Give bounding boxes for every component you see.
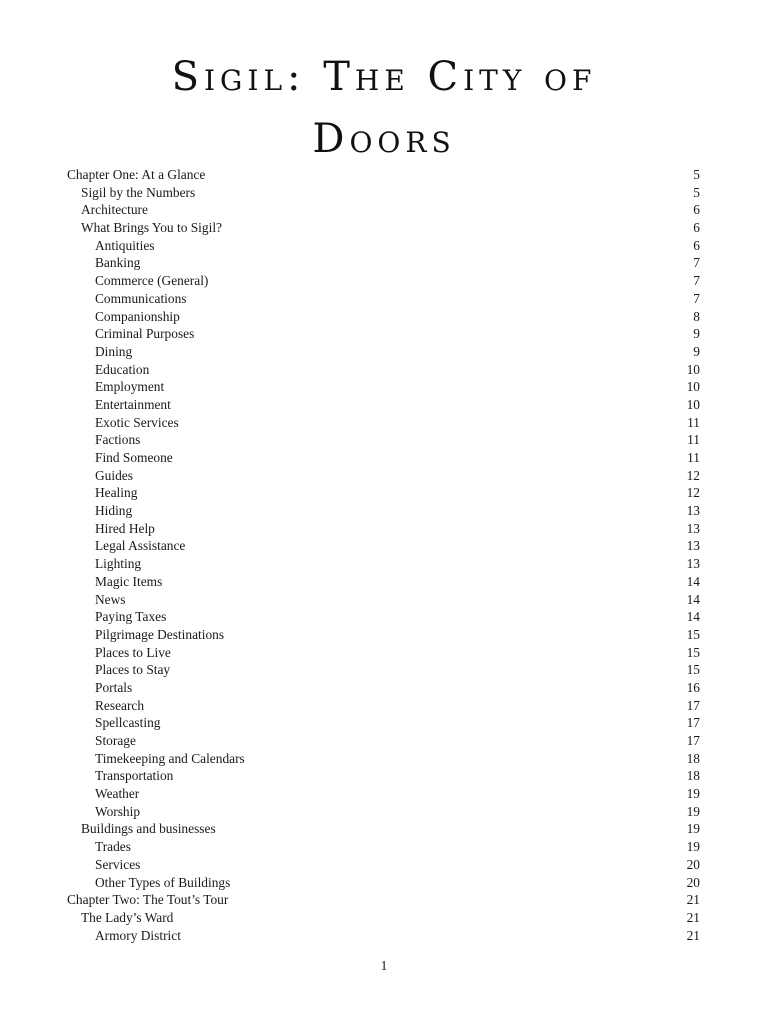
toc-entry-page-number: 7: [693, 290, 700, 306]
toc-entry-page-number: 15: [686, 626, 700, 642]
toc-entry: [0, 467, 768, 485]
toc-entry: [0, 449, 768, 467]
toc-entry: [0, 219, 768, 237]
toc-entry: [0, 714, 768, 732]
toc-entry: [0, 396, 768, 414]
toc-entry-page-number: 6: [693, 202, 700, 218]
toc-entry-page-number: 15: [686, 662, 700, 678]
toc-entry: [0, 166, 768, 184]
toc-entry: [0, 502, 768, 520]
toc-entry: [0, 254, 768, 272]
toc-entry: [0, 820, 768, 838]
toc-entry-label: Guides: [95, 467, 133, 483]
toc-entry-page-number: 12: [686, 485, 700, 501]
toc-entry-page-number: 20: [686, 874, 700, 890]
toc-entry-label: Timekeeping and Calendars: [95, 750, 245, 766]
toc-entry-label: Dining: [95, 343, 133, 359]
table-of-contents: [0, 166, 768, 944]
toc-entry-label: Paying Taxes: [95, 609, 167, 625]
toc-entry: [0, 325, 768, 343]
toc-entry-label: Transportation: [95, 768, 174, 784]
toc-entry-label: Trades: [95, 839, 131, 855]
toc-entry-label: Factions: [95, 432, 141, 448]
toc-entry: [0, 626, 768, 644]
toc-entry-page-number: 14: [686, 591, 700, 607]
toc-entry: [0, 184, 768, 202]
toc-entry: [0, 237, 768, 255]
toc-entry: [0, 378, 768, 396]
toc-entry: [0, 767, 768, 785]
toc-entry-label: Buildings and businesses: [81, 821, 216, 837]
toc-entry-page-number: 21: [686, 892, 700, 908]
toc-entry: [0, 644, 768, 662]
toc-entry-label: Commerce (General): [95, 273, 209, 289]
document-title-line-2: Doors: [312, 116, 456, 162]
toc-entry-page-number: 10: [686, 396, 700, 412]
toc-entry: [0, 803, 768, 821]
toc-entry-label: Exotic Services: [95, 414, 179, 430]
toc-entry: [0, 591, 768, 609]
toc-entry-page-number: 10: [686, 361, 700, 377]
toc-entry-page-number: 7: [693, 273, 700, 289]
toc-entry-label: News: [95, 591, 126, 607]
toc-entry-page-number: 6: [693, 220, 700, 236]
toc-entry: [0, 201, 768, 219]
toc-entry-label: Employment: [95, 379, 165, 395]
toc-entry-label: Pilgrimage Destinations: [95, 626, 225, 642]
toc-entry-page-number: 13: [686, 503, 700, 519]
toc-entry: [0, 272, 768, 290]
toc-entry-label: Weather: [95, 786, 140, 802]
toc-entry-page-number: 19: [686, 839, 700, 855]
toc-entry-label: Education: [95, 361, 150, 377]
toc-entry: [0, 750, 768, 768]
toc-entry-label: Entertainment: [95, 396, 171, 412]
page-number: 1: [380, 958, 388, 973]
toc-entry-label: Banking: [95, 255, 141, 271]
toc-entry: [0, 732, 768, 750]
toc-entry-label: Armory District: [95, 927, 181, 943]
toc-entry: [0, 874, 768, 892]
toc-entry-page-number: 13: [686, 556, 700, 572]
toc-entry-page-number: 21: [686, 909, 700, 925]
toc-entry: [0, 537, 768, 555]
toc-entry-page-number: 12: [686, 467, 700, 483]
toc-entry-label: Portals: [95, 679, 133, 695]
toc-entry-page-number: 17: [686, 697, 700, 713]
toc-entry-label: Magic Items: [95, 573, 163, 589]
toc-entry: [0, 927, 768, 945]
toc-entry-label: Spellcasting: [95, 715, 161, 731]
toc-entry-page-number: 13: [686, 538, 700, 554]
toc-entry-label: Sigil by the Numbers: [81, 184, 196, 200]
toc-entry-page-number: 16: [686, 679, 700, 695]
toc-entry-page-number: 11: [687, 414, 700, 430]
toc-entry: [0, 856, 768, 874]
toc-entry-page-number: 18: [686, 750, 700, 766]
document-title: [0, 46, 768, 170]
toc-entry-label: Hiding: [95, 503, 133, 519]
toc-entry: [0, 308, 768, 326]
toc-entry-page-number: 14: [686, 573, 700, 589]
document-title-line-1: Sigil: The City of: [171, 54, 597, 100]
toc-entry-page-number: 9: [693, 326, 700, 342]
toc-entry-label: Lighting: [95, 556, 142, 572]
toc-entry-label: Criminal Purposes: [95, 326, 195, 342]
toc-entry-label: Other Types of Buildings: [95, 874, 231, 890]
toc-entry-page-number: 11: [687, 432, 700, 448]
toc-entry-label: Services: [95, 856, 141, 872]
toc-entry: [0, 909, 768, 927]
toc-entry-label: Legal Assistance: [95, 538, 186, 554]
toc-entry-label: Architecture: [81, 202, 148, 218]
toc-entry-label: Communications: [95, 290, 187, 306]
toc-entry-label: Storage: [95, 733, 136, 748]
toc-entry-page-number: 20: [686, 856, 700, 872]
toc-entry-page-number: 6: [693, 237, 700, 253]
toc-entry: [0, 608, 768, 626]
toc-entry-label: Chapter One: At a Glance: [67, 167, 206, 182]
toc-entry: [0, 520, 768, 538]
toc-entry-label: Find Someone: [95, 450, 173, 465]
toc-entry: [0, 838, 768, 856]
toc-entry: [0, 679, 768, 697]
toc-entry-page-number: 18: [686, 768, 700, 784]
toc-entry: [0, 697, 768, 715]
toc-entry-page-number: 14: [686, 609, 700, 625]
toc-entry-label: Research: [95, 697, 145, 713]
toc-entry: [0, 484, 768, 502]
toc-entry-page-number: 17: [686, 733, 700, 748]
toc-entry: [0, 361, 768, 379]
toc-entry-page-number: 7: [693, 255, 700, 271]
toc-entry-page-number: 17: [686, 715, 700, 731]
toc-entry: [0, 661, 768, 679]
toc-entry-page-number: 8: [693, 308, 700, 324]
toc-entry: [0, 555, 768, 573]
toc-entry: [0, 414, 768, 432]
toc-entry-page-number: 19: [686, 821, 700, 837]
toc-entry-page-number: 15: [686, 644, 700, 660]
toc-entry-page-number: 11: [687, 450, 700, 465]
toc-entry: [0, 431, 768, 449]
toc-entry-page-number: 21: [686, 927, 700, 943]
toc-entry-page-number: 5: [693, 184, 700, 200]
toc-entry: [0, 573, 768, 591]
toc-entry-page-number: 10: [686, 379, 700, 395]
toc-entry-label: What Brings You to Sigil?: [81, 220, 222, 236]
toc-entry-label: Chapter Two: The Tout’s Tour: [67, 892, 229, 908]
toc-entry: [0, 343, 768, 361]
toc-entry: [0, 891, 768, 909]
toc-entry-page-number: 13: [686, 520, 700, 536]
toc-entry-label: Companionship: [95, 308, 180, 324]
toc-entry-page-number: 19: [686, 803, 700, 819]
toc-entry-page-number: 9: [693, 343, 700, 359]
toc-entry-page-number: 19: [686, 786, 700, 802]
toc-entry: [0, 785, 768, 803]
toc-entry-label: Hired Help: [95, 520, 155, 536]
toc-entry-page-number: 5: [693, 167, 700, 182]
toc-entry-label: Places to Live: [95, 644, 171, 660]
toc-entry: [0, 290, 768, 308]
toc-entry-label: Antiquities: [95, 237, 155, 253]
toc-entry-label: The Lady’s Ward: [81, 909, 174, 925]
toc-entry-label: Healing: [95, 485, 138, 501]
toc-entry-label: Places to Stay: [95, 662, 171, 678]
toc-entry-label: Worship: [95, 803, 141, 819]
